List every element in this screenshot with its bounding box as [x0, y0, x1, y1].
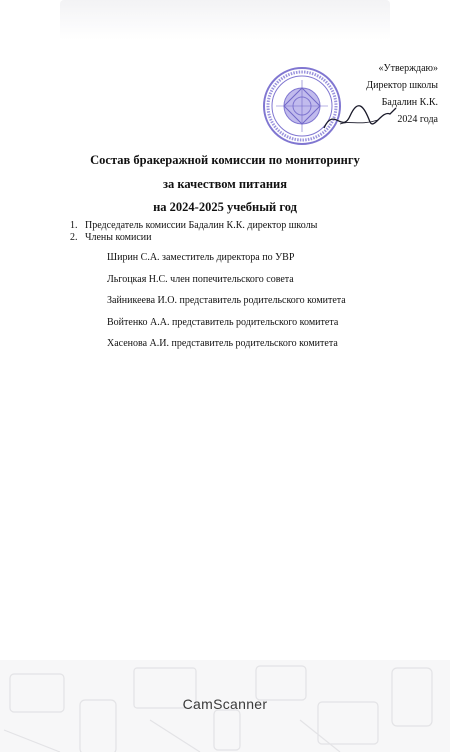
numbered-list: [70, 220, 317, 244]
list-text: Председатель комиссии Бадалин К.К. директор школы: [85, 220, 318, 231]
approval-position: Директор школы: [366, 80, 438, 91]
member-item: Войтенко А.А. представитель родительского комитета: [107, 316, 339, 328]
camscanner-brand: CamScanner: [182, 696, 268, 712]
member-item: Хасенова А.И. представитель родительского комитета: [107, 338, 338, 349]
committee-members: [107, 251, 346, 359]
document-title: Состав бракеражной комиссии по мониторингу: [90, 153, 360, 167]
list-item: [70, 232, 317, 244]
document-subtitle: за качеством питания: [162, 177, 288, 191]
member-item: Льгоцкая Н.С. член попечительского совета: [107, 273, 294, 285]
list-item: [70, 220, 317, 232]
member-item: Зайникеева И.О. представитель родительского комитета: [107, 295, 346, 306]
document-period: на 2024-2025 учебный год: [153, 200, 297, 214]
scan-bleed-artifact: [60, 0, 390, 40]
approval-name: Бадалин К.К.: [381, 97, 438, 108]
approval-block: [338, 60, 438, 128]
list-text: Члены комисии: [85, 232, 152, 243]
member-item: Ширин С.А. заместитель директора по УВР: [107, 252, 295, 263]
list-number: 1.: [70, 220, 78, 231]
approval-date: 2024 года: [397, 114, 438, 125]
list-number: 2.: [70, 232, 78, 243]
app-footer: [0, 660, 450, 752]
approval-line: «Утверждаю»: [378, 63, 438, 74]
